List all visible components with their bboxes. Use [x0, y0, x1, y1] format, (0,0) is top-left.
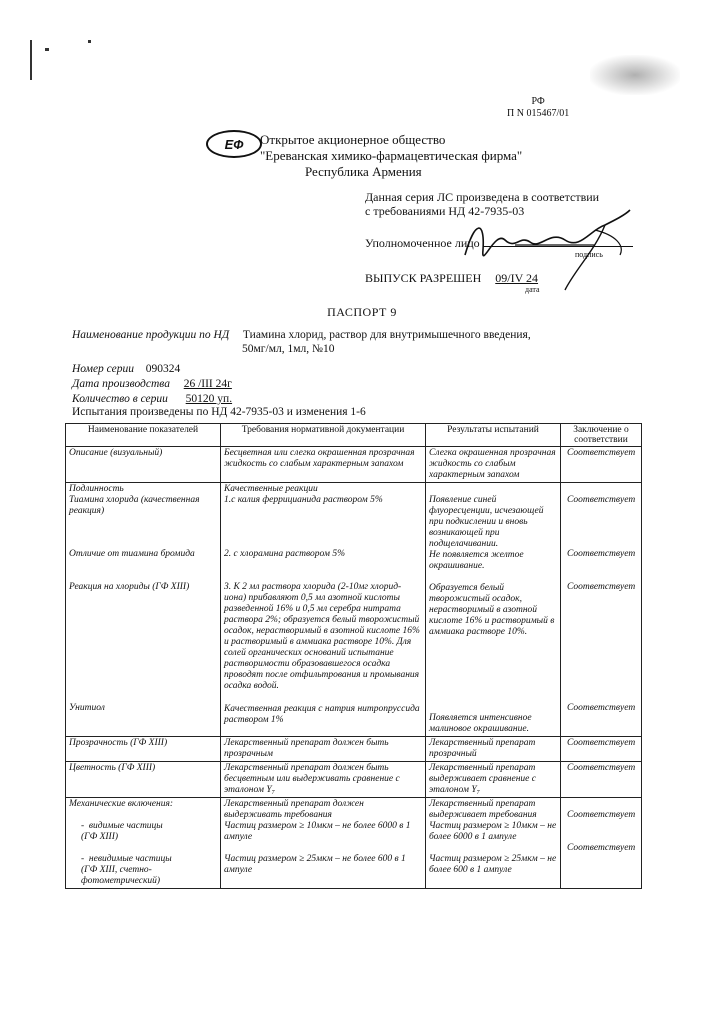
table-header-row [66, 424, 642, 447]
cell-text: Частиц размером ≥ 25мкм – не более 600 в 1 ампуле [429, 854, 557, 875]
cell-text: Соответствует [567, 582, 636, 592]
product-value-1: Тиамина хлорид, раствор для внутримышечного введения, [242, 329, 531, 341]
cell-text: Частиц размером ≥ 10мкм – не более 6000 в 1 ампуле [224, 821, 411, 842]
cell-text: Механические включения: [69, 799, 174, 809]
date-caption: дата [525, 285, 540, 294]
table-row [66, 798, 642, 889]
release-date: 09/IV 24 [495, 271, 539, 285]
header-conclusion: Заключение о соответствии [561, 424, 642, 447]
cell-text: 1.с калия феррицианида раствором 5% [224, 495, 383, 505]
cell-text: Отличие от тиамина бромида [69, 549, 195, 559]
cell: Бесцветная или слегка окрашенная прозрачная жидкость со слабым характерным запахом [221, 447, 426, 483]
cell-text: Подлинность [69, 484, 124, 494]
series-label: Номер серии [72, 363, 134, 375]
cell-text: 2. с хлорамина раствором 5% [224, 549, 346, 559]
scan-speck [88, 40, 91, 43]
cell-text: Соответствует [567, 843, 636, 853]
cell: Лекарственный препарат выдерживает сравнение с эталоном Y₇ [426, 762, 561, 798]
specification-table [65, 423, 642, 889]
scan-speck [30, 40, 32, 80]
org-line-1: Открытое акционерное общество [260, 132, 446, 147]
table-row [66, 447, 642, 483]
production-label: Дата производства [72, 378, 170, 390]
compliance-line-2: с требованиями НД 42-7935-03 [365, 204, 525, 218]
cell [561, 798, 642, 889]
cell [561, 483, 642, 737]
stamp-smudge [590, 55, 680, 95]
production-value: 26 /III 24г [183, 378, 232, 390]
signature [455, 200, 645, 295]
cell-text: Соответствует [567, 703, 636, 713]
table-row [66, 483, 642, 737]
series-line [72, 362, 180, 376]
cell-text: видимые частицы [88, 821, 163, 831]
cell-text: Соответствует [567, 495, 636, 505]
product-label: Наименование продукции по НД [72, 329, 230, 341]
product-name [72, 328, 531, 356]
rf-label: РФ [531, 96, 545, 107]
cell: Соответствует [561, 762, 642, 798]
signature-caption: подпись [575, 250, 603, 259]
release-label: ВЫПУСК РАЗРЕШЕН [365, 271, 482, 285]
org-line-3: Республика Армения [305, 164, 422, 179]
company-logo [206, 130, 262, 158]
passport-title: ПАСПОРТ 9 [327, 305, 397, 319]
header-results: Результаты испытаний [426, 424, 561, 447]
cell-text: - невидимые частицы [81, 854, 172, 864]
cell: Цветность (ГФ XIII) [66, 762, 221, 798]
registration-block [507, 96, 569, 120]
cell: Слегка окрашенная прозрачная жидкость со слабым характерным запахом [426, 447, 561, 483]
cell-text: Унитиол [69, 703, 105, 713]
registration-number: П N 015467/01 [507, 108, 570, 119]
cell [66, 798, 221, 889]
scan-speck [45, 48, 49, 51]
cell: Лекарственный препарат должен быть бесцветным или выдерживать сравнение с эталоном Y₇ [221, 762, 426, 798]
compliance-line-1: Данная серия ЛС произведена в соответствии [365, 190, 600, 204]
cell-text: Лекарственный препарат выдерживает требования [429, 799, 537, 820]
cell-text: Реакция на хлориды (ГФ XIII) [69, 582, 190, 592]
cell: Соответствует [561, 737, 642, 762]
quantity-label: Количество в серии [72, 393, 168, 405]
cell-text: Качественная реакция с натрия нитропруссида раствором 1% [224, 704, 420, 725]
cell-text: Появление синей флуоресценции, исчезающей при подкислении и вновь возникающей при подщелачивании. [429, 495, 544, 549]
header-indicator: Наименование показателей [66, 424, 221, 447]
cell-text: Частиц размером ≥ 10мкм – не более 6000 в 1 ампуле [429, 821, 557, 842]
cell [66, 483, 221, 737]
cell-text: невидимые частицы [88, 854, 172, 864]
cell: Соответствует [561, 447, 642, 483]
series-value: 090324 [145, 363, 181, 375]
cell-text: Лекарственный препарат должен выдерживать требования [224, 799, 364, 820]
cell-text: (ГФ XIII) [81, 832, 119, 842]
cell [426, 483, 561, 737]
cell: Описание (визуальный) [66, 447, 221, 483]
cell [426, 798, 561, 889]
cell-text: Появляется интенсивное малиновое окрашивание. [429, 713, 532, 734]
cell [221, 798, 426, 889]
table-row [66, 762, 642, 798]
cell-text: Не появляется желтое окрашивание. [429, 550, 524, 571]
cell: Лекарственный препарат прозрачный [426, 737, 561, 762]
production-line [72, 377, 232, 391]
cell-text: Соответствует [567, 810, 636, 820]
cell-text: (ГФ XIII, счетно-фотометрический) [81, 865, 161, 886]
product-value-2: 50мг/мл, 1мл, №10 [242, 343, 335, 355]
cell-text: Соответствует [567, 549, 636, 559]
cell-text: Качественные реакции [224, 484, 318, 494]
quantity-value: 50120 уп. [185, 393, 233, 405]
cell-text: - видимые частицы [81, 821, 163, 831]
quantity-line [72, 392, 232, 406]
organization-block [260, 132, 522, 180]
cell-text: Тиамина хлорида (качественная реакция) [69, 495, 200, 516]
cell: Прозрачность (ГФ XIII) [66, 737, 221, 762]
org-line-2: "Ереванская химико-фармацевтическая фирма" [260, 148, 523, 163]
cell: Лекарственный препарат должен быть прозрачным [221, 737, 426, 762]
header-requirements: Требования нормативной документации [221, 424, 426, 447]
cell-text: Частиц размером ≥ 25мкм – не более 600 в 1 ампуле [224, 854, 406, 875]
table-row [66, 737, 642, 762]
logo-text: ЕФ [224, 136, 244, 152]
cell-text: 3. К 2 мл раствора хлорида (2-10мг хлорид-иона) прибавляют 0,5 мл азотной кислоты разведенной 16% и 0,5 мл серебра нитрата раствора 2%; образуется белый творожистый осадок, нерастворимый в азотной кислоте 16% и растворимый в аммиака растворе 10%. Для солей органических оснований испытание растворимости образовавшегося осадка проводят после отфильтрования и промывания осадка водой. [224, 582, 420, 691]
cell-text: Образуется белый творожистый осадок, нерастворимый в азотной кислоте 16% и растворимый в аммиака растворе 10%. [429, 583, 555, 637]
cell [221, 483, 426, 737]
tests-line: Испытания произведены по НД 42-7935-03 и изменения 1-6 [72, 406, 366, 418]
authorized-label: Уполномоченное лицо [365, 236, 480, 250]
